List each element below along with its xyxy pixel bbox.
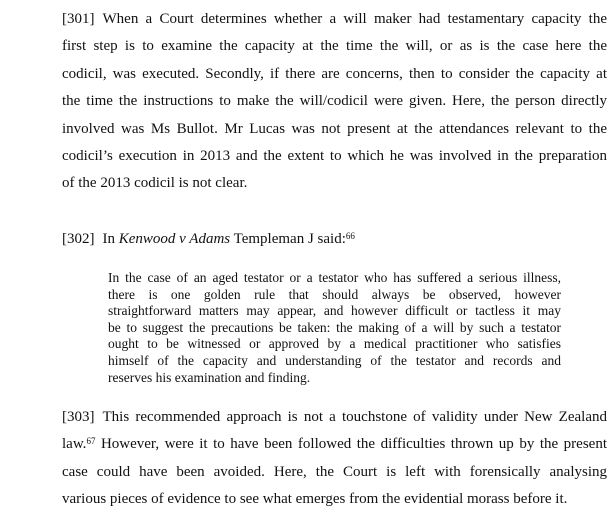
paragraph-line: case could have been avoided. Here, the Court is left with forensically analysing (62, 463, 607, 480)
quote-line: straightforward matters may appear, and however difficult or tactless it may (108, 303, 561, 319)
quote-line: there is one golden rule that should always be observed, however (108, 286, 561, 302)
paragraph-line: [302] In Kenwood v Adams Templeman J said:$^{66}$ (62, 231, 355, 247)
paragraph-line: [301] When a Court determines whether a will maker had testamentary capacity the (62, 11, 607, 27)
paragraph-number: [301] (62, 11, 95, 27)
case-citation: Kenwood v Adams (118, 231, 231, 247)
paragraph-line: codicil, was executed. Secondly, if there are concerns, then to consider the capacity at (62, 65, 607, 82)
quote-line: be to suggest the precautions be taken: the making of a will by such a testator (108, 319, 561, 335)
paragraph-line: law.$^{67}$ However, were it to have been followed the difficulties thrown up by the present (62, 436, 607, 453)
paragraph-line: [303] This recommended approach is not a touchstone of validity under New Zealand (62, 409, 607, 425)
paragraph-303 (62, 404, 607, 514)
footnote-ref[interactable]: 67 (86, 436, 96, 447)
paragraph-302 (62, 226, 607, 253)
paragraph-line: involved was Ms Bullot. Mr Lucas was not present at the attendances relevant to the (62, 120, 607, 137)
quote-line: ought to be witnessed or approved by a medical practitioner who satisfies (108, 336, 561, 352)
paragraph-line: the time the instructions to make the will/codicil were given. Here, the person directly (62, 93, 607, 110)
quote-line: reserves his examination and finding. (108, 369, 311, 385)
block-quote (108, 270, 561, 386)
paragraph-number: [302] (62, 231, 95, 247)
quote-line: himself of the capacity and understanding of the testator and records and (108, 352, 561, 368)
footnote-ref[interactable]: 66 (345, 231, 355, 241)
quote-line: In the case of an aged testator or a testator who has suffered a serious illness, (108, 270, 561, 285)
paragraph-line: of the 2013 codicil is not clear. (62, 175, 248, 192)
paragraph-number: [303] (62, 409, 95, 425)
paragraph-line: codicil’s execution in 2013 and the extent to which he was involved in the preparation (62, 147, 607, 164)
paragraph-line: first step is to examine the capacity at the time the will, or as is the case here the (62, 38, 607, 55)
paragraph-line: various pieces of evidence to see what emerges from the evidential morass before it. (62, 491, 568, 508)
paragraph-301 (62, 6, 607, 198)
